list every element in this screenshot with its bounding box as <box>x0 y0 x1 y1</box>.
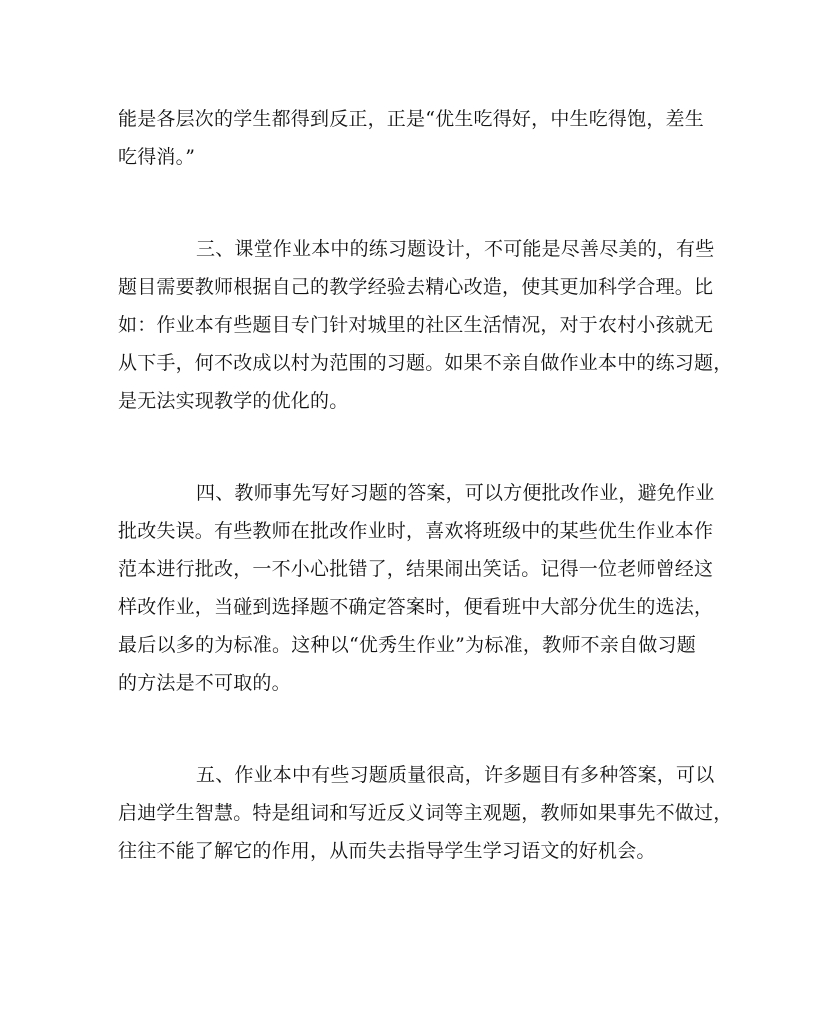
paragraph-line: 范本进行批改，一不小心批错了，结果闹出笑话。记得一位老师曾经这 <box>118 558 714 580</box>
paragraph-line: 如：作业本有些题目专门针对城里的社区生活情况，对于农村小孩就无 <box>118 314 714 336</box>
paragraph-line: 从下手，何不改成以村为范围的习题。如果不亲自做作业本中的练习题， <box>118 352 733 374</box>
paragraph-line: 往往不能了解它的作用，从而失去指导学生学习语文的好机会。 <box>118 840 656 862</box>
paragraph-line: 是无法实现教学的优化的。 <box>118 390 349 412</box>
paragraph-line: 最后以多的为标准。这种以“优秀生作业”为标准，教师不亲自做习题 <box>118 634 696 656</box>
paragraph-line: 启迪学生智慧。特是组词和写近反义词等主观题，教师如果事先不做过， <box>118 802 733 824</box>
paragraph-line: 五、作业本中有些习题质量很高，许多题目有多种答案，可以 <box>196 764 715 786</box>
paragraph-line: 能是各层次的学生都得到反正，正是“优生吃得好，中生吃得饱，差生 <box>118 108 704 130</box>
paragraph-line: 题目需要教师根据自己的教学经验去精心改造，使其更加科学合理。比 <box>118 276 714 298</box>
paragraph-line: 三、课堂作业本中的练习题设计，不可能是尽善尽美的，有些 <box>196 238 715 260</box>
paragraph-line: 批改失误。有些教师在批改作业时，喜欢将班级中的某些优生作业本作 <box>118 520 714 542</box>
paragraph-line: 吃得消。” <box>118 146 196 168</box>
paragraph-line: 的方法是不可取的。 <box>118 672 291 694</box>
paragraph-line: 样改作业，当碰到选择题不确定答案时，便看班中大部分优生的选法， <box>118 596 714 618</box>
paragraph-line: 四、教师事先写好习题的答案，可以方便批改作业，避免作业 <box>196 482 715 504</box>
